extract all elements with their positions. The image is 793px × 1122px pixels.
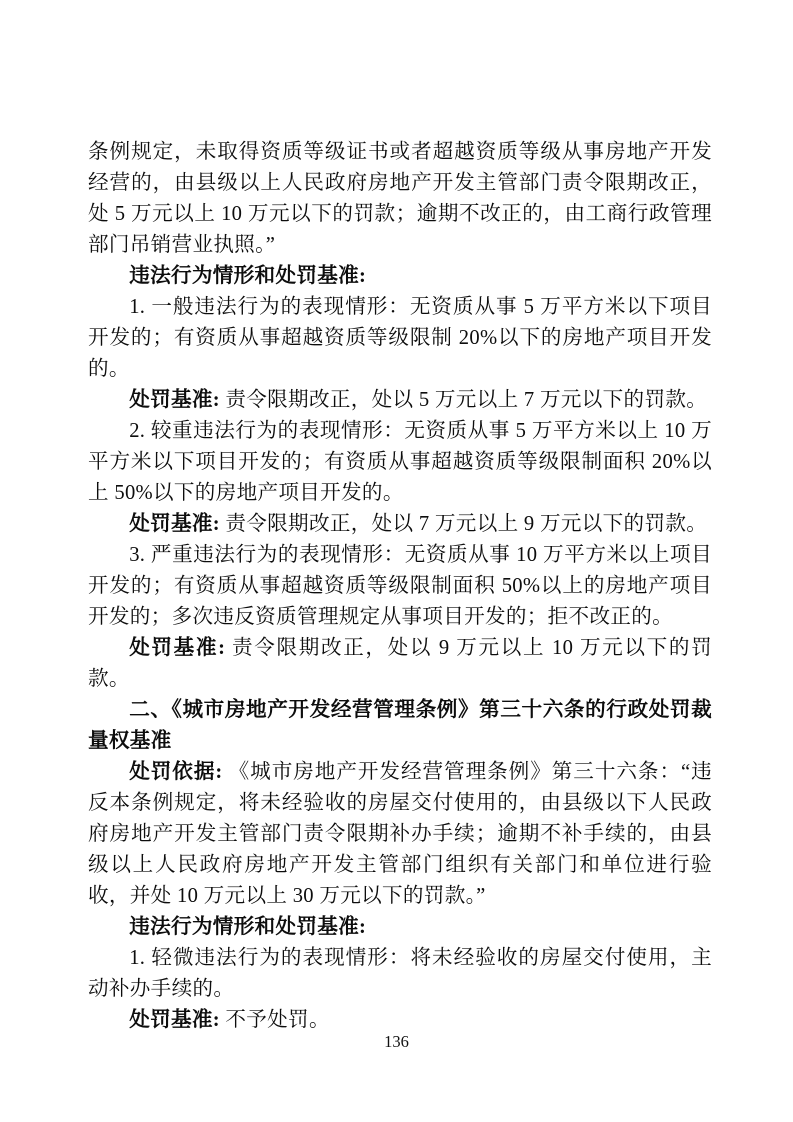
paragraph-item [88, 292, 712, 385]
paragraph-text: 《城市房地产开发经营管理条例》第三十六条：“违反本条例规定，将未经验收的房屋交付使用的，由县级以下人民政府房地产开发主管部门责令限期补办手续；逾期不补手续的，由县级以上人民政府房地产开发主管部门组织有关部门和单位进行验收，并处 10 万元以上 30 万元以下的罚款。” [88, 761, 712, 907]
paragraph-lead: 处罚基准: [129, 637, 226, 659]
paragraph-item [88, 943, 712, 1005]
paragraph-lead: 处罚基准: [129, 1009, 220, 1031]
paragraph-text: 1. 轻微违法行为的表现情形：将未经验收的房屋交付使用，主动补办手续的。 [88, 947, 712, 1000]
paragraph-basis [88, 757, 712, 912]
paragraph-text: 不予处罚。 [219, 1009, 330, 1031]
paragraph-penalty [88, 633, 712, 695]
paragraph-penalty [88, 509, 712, 540]
paragraph-lead: 处罚依据: [129, 761, 223, 783]
paragraph-item [88, 416, 712, 509]
document-body [88, 137, 712, 1036]
paragraph-text: 3. 严重违法行为的表现情形：无资质从事 10 万平方米以上项目开发的；有资质从事超越资质等级限制面积 50%以上的房地产项目开发的；多次违反资质管理规定从事项目开发的；拒不改正的。 [88, 544, 712, 628]
paragraph-item [88, 540, 712, 633]
paragraph-text: 2. 较重违法行为的表现情形：无资质从事 5 万平方米以上 10 万平方米以下项目开发的；有资质从事超越资质等级限制面积 20%以上 50%以下的房地产项目开发的。 [88, 420, 712, 504]
paragraph-heading [88, 261, 712, 292]
paragraph-lead: 违法行为情形和处罚基准: [129, 916, 367, 938]
paragraph-penalty [88, 385, 712, 416]
paragraph-text: 责令限期改正，处以 9 万元以上 10 万元以下的罚款。 [88, 637, 712, 690]
section-heading [88, 695, 712, 757]
paragraph-text: 责令限期改正，处以 5 万元以上 7 万元以下的罚款。 [219, 389, 708, 411]
paragraph-lead: 违法行为情形和处罚基准: [129, 265, 367, 287]
paragraph-heading [88, 912, 712, 943]
paragraph-continuation [88, 137, 712, 261]
paragraph-lead: 处罚基准: [129, 513, 220, 535]
page-number: 136 [384, 1032, 409, 1051]
paragraph-text: 责令限期改正，处以 7 万元以上 9 万元以下的罚款。 [219, 513, 708, 535]
paragraph-text: 条例规定，未取得资质等级证书或者超越资质等级从事房地产开发经营的，由县级以上人民政府房地产开发主管部门责令限期改正，处 5 万元以上 10 万元以下的罚款；逾期不改正的，由工商行政管理部门吊销营业执照。” [88, 141, 712, 256]
paragraph-lead: 二、《城市房地产开发经营管理条例》第三十六条的行政处罚裁量权基准 [88, 699, 712, 752]
paragraph-lead: 处罚基准: [129, 389, 220, 411]
paragraph-text: 1. 一般违法行为的表现情形：无资质从事 5 万平方米以下项目开发的；有资质从事超越资质等级限制 20%以下的房地产项目开发的。 [88, 296, 712, 380]
